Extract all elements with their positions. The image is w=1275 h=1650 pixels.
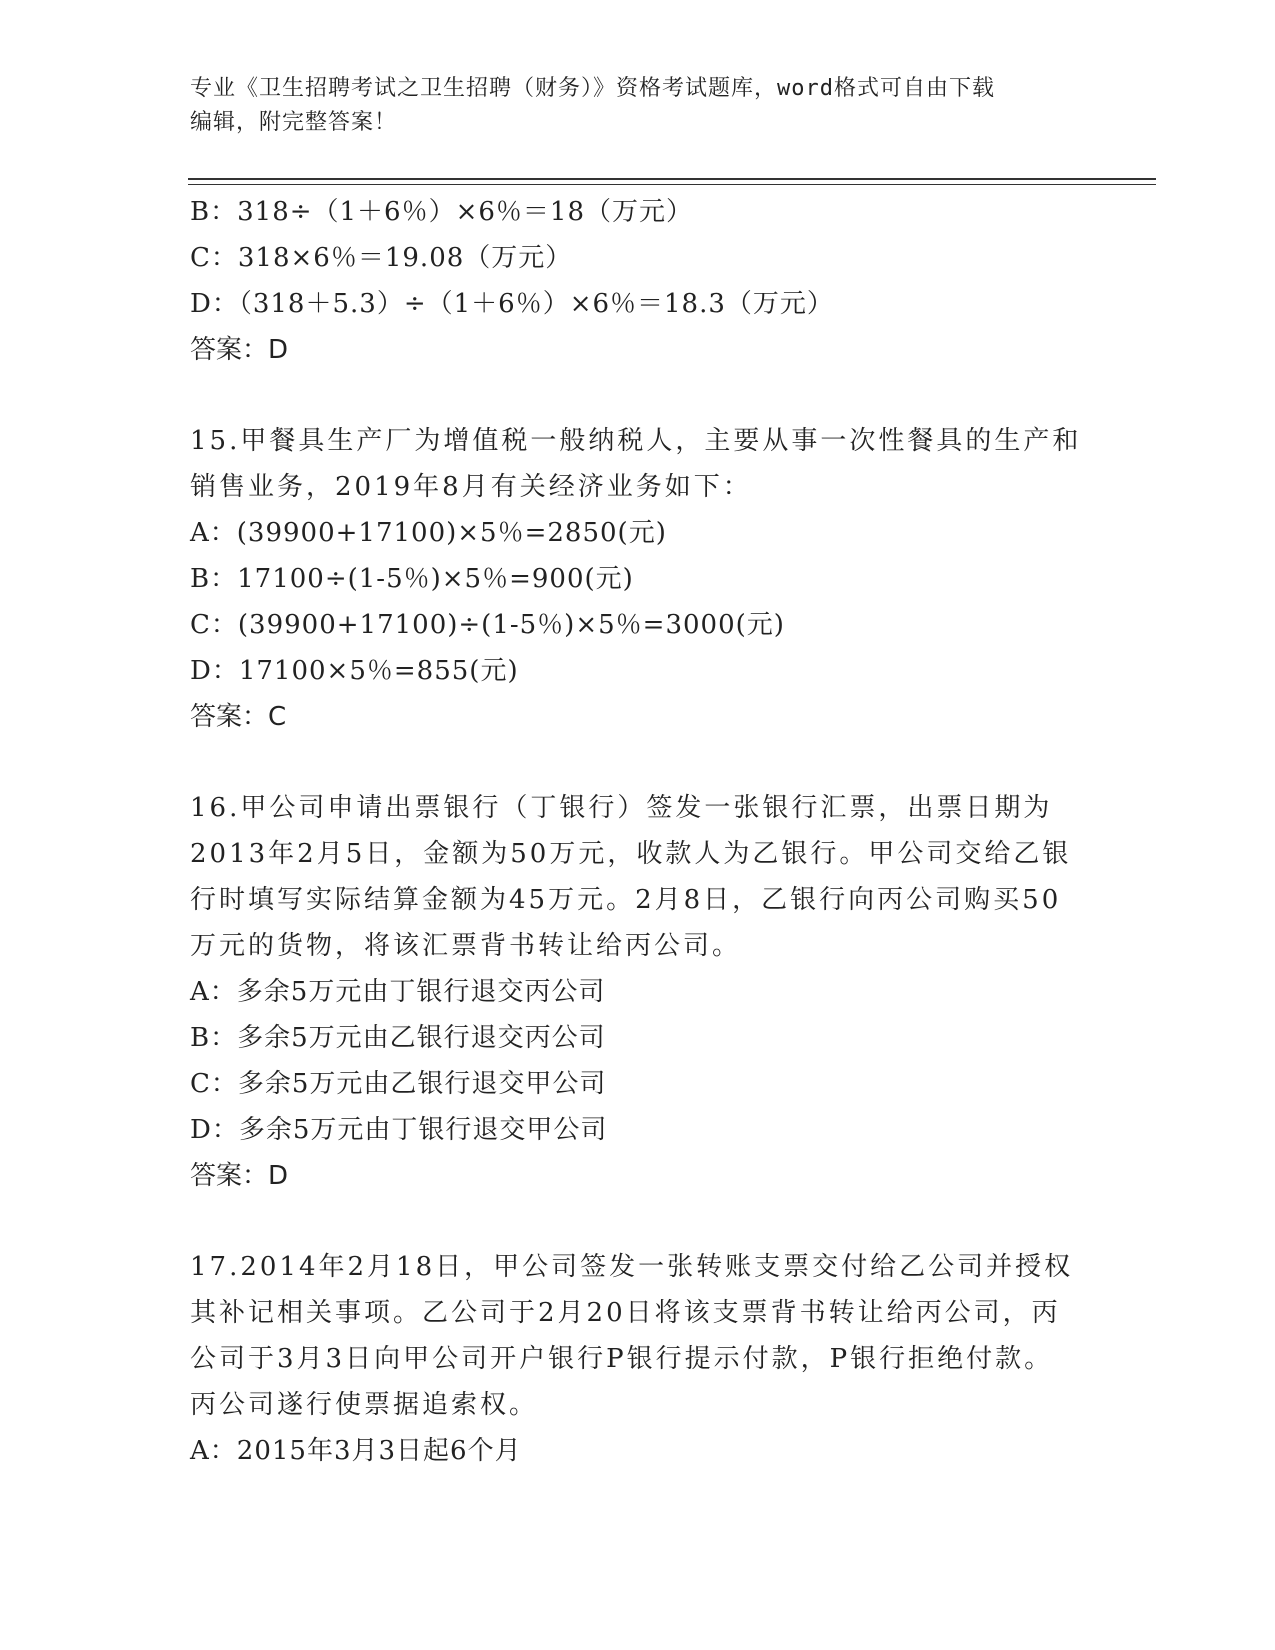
answer: 答案：D <box>190 1161 289 1191</box>
header-rule-top <box>188 178 1156 180</box>
spacer <box>190 373 1090 418</box>
header-line-2: 编辑，附完整答案！ <box>190 110 398 135</box>
question-17 <box>190 1244 1090 1474</box>
document-body <box>190 189 1090 1474</box>
answer: 答案：C <box>190 702 287 732</box>
question-text <box>190 1244 1090 1428</box>
option-b: B：17100÷(1-5％)×5％=900(元) <box>190 564 634 594</box>
option-a: A：(39900+17100)×5％=2850(元) <box>190 518 667 548</box>
question-text-line: 其补记相关事项。乙公司于2月20日将该支票背书转让给丙公司，丙 <box>190 1298 1061 1328</box>
option-d: D：多余5万元由丁银行退交甲公司 <box>190 1115 608 1145</box>
question-text-line: 万元的货物，将该汇票背书转让给丙公司。 <box>190 931 742 961</box>
option-b: B：318÷（1＋6％）×6％＝18（万元） <box>190 197 694 227</box>
option-d: D：（318＋5.3）÷（1＋6％）×6％＝18.3（万元） <box>190 289 834 319</box>
question-text-line: 16.甲公司申请出票银行（丁银行）签发一张银行汇票，出票日期为 <box>190 793 1053 823</box>
option-a: A：多余5万元由丁银行退交丙公司 <box>190 977 606 1007</box>
header-line-1: 专业《卫生招聘考试之卫生招聘（财务）》资格考试题库，word格式可自由下载 <box>190 76 995 101</box>
question-text-line: 销售业务，2019年8月有关经济业务如下： <box>190 472 752 502</box>
option-b: B：多余5万元由乙银行退交丙公司 <box>190 1023 606 1053</box>
question-14 <box>190 189 1090 373</box>
option-c: C：318×6％＝19.08（万元） <box>190 243 573 273</box>
option-a: A：2015年3月3日起6个月 <box>190 1436 522 1466</box>
question-text <box>190 785 1090 969</box>
question-16 <box>190 785 1090 1199</box>
answer: 答案：D <box>190 335 289 365</box>
option-c: C：多余5万元由乙银行退交甲公司 <box>190 1069 607 1099</box>
question-text <box>190 418 1090 510</box>
spacer <box>190 740 1090 785</box>
question-15 <box>190 418 1090 740</box>
question-text-line: 行时填写实际结算金额为45万元。2月8日，乙银行向丙公司购买50 <box>190 885 1062 915</box>
question-text-line: 15.甲餐具生产厂为增值税一般纳税人，主要从事一次性餐具的生产和 <box>190 426 1082 456</box>
question-text-line: 公司于3月3日向甲公司开户银行P银行提示付款，P银行拒绝付款。 <box>190 1344 1054 1374</box>
question-text-line: 17.2014年2月18日，甲公司签发一张转账支票交付给乙公司并授权 <box>190 1252 1074 1282</box>
spacer <box>190 1199 1090 1244</box>
option-c: C：(39900+17100)÷(1-5％)×5％=3000(元) <box>190 610 785 640</box>
option-d: D：17100×5％=855(元) <box>190 656 519 686</box>
header-rule-bottom <box>188 184 1156 185</box>
question-text-line: 丙公司遂行使票据追索权。 <box>190 1390 539 1420</box>
document-header <box>190 72 1070 140</box>
question-text-line: 2013年2月5日，金额为50万元，收款人为乙银行。甲公司交给乙银 <box>190 839 1072 869</box>
